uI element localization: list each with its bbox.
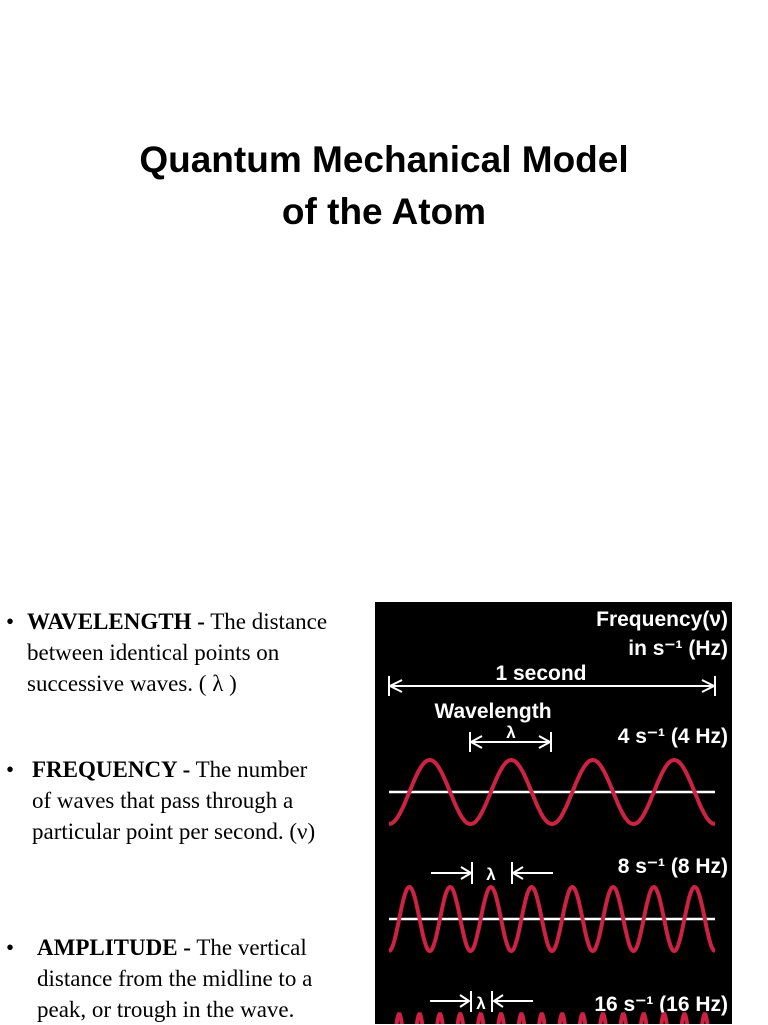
title-line-1: Quantum Mechanical Model — [139, 139, 629, 180]
bullet-line1-rest: The number — [190, 757, 308, 782]
page-title — [0, 134, 768, 238]
bullet-marker: • — [6, 935, 15, 960]
bullet-line3: peak, or trough in the wave. — [37, 997, 295, 1022]
bullet-line3: particular point per second. (ν) — [32, 819, 316, 844]
bullet-line2: distance from the midline to a — [37, 966, 313, 991]
wave-frequency-figure — [375, 602, 732, 1024]
title-line-2: of the Atom — [281, 191, 487, 232]
wave-8hz-label: 8 s⁻¹ (8 Hz) — [617, 855, 728, 878]
lambda-symbol-top: λ — [506, 723, 516, 742]
bullet-term: AMPLITUDE - — [37, 935, 191, 960]
bullet-line2: of waves that pass through a — [32, 788, 294, 813]
bullet-text — [6, 754, 368, 847]
bullet-line1-rest: The distance — [204, 609, 328, 634]
bullet-text — [6, 606, 368, 699]
wave-4hz-label: 4 s⁻¹ (4 Hz) — [617, 725, 728, 748]
bullet-line2: between identical points on — [27, 640, 280, 665]
wave-16hz-curve — [389, 1014, 715, 1024]
bullet-term: FREQUENCY - — [32, 757, 191, 782]
bullet-amplitude — [6, 932, 368, 1025]
bullet-marker: • — [6, 609, 15, 634]
bullet-wavelength — [6, 606, 368, 699]
lambda-symbol-16hz: λ — [476, 994, 486, 1013]
bullet-text — [6, 932, 368, 1025]
bullet-marker: • — [6, 757, 15, 782]
bullet-term: WAVELENGTH - — [27, 609, 205, 634]
frequency-header-line1: Frequency(ν) — [596, 608, 728, 631]
wave-figure-svg — [375, 602, 732, 1024]
lambda-symbol-8hz: λ — [486, 865, 496, 884]
bullet-line1-rest: The vertical — [190, 935, 307, 960]
bullet-line3: successive waves. ( λ ) — [27, 671, 237, 696]
one-second-label: 1 second — [495, 662, 587, 685]
bullet-frequency — [6, 754, 368, 847]
wavelength-label: Wavelength — [434, 700, 552, 723]
wave-16hz-label: 16 s⁻¹ (16 Hz) — [594, 993, 728, 1016]
frequency-header-line2: in s⁻¹ (Hz) — [628, 637, 728, 660]
